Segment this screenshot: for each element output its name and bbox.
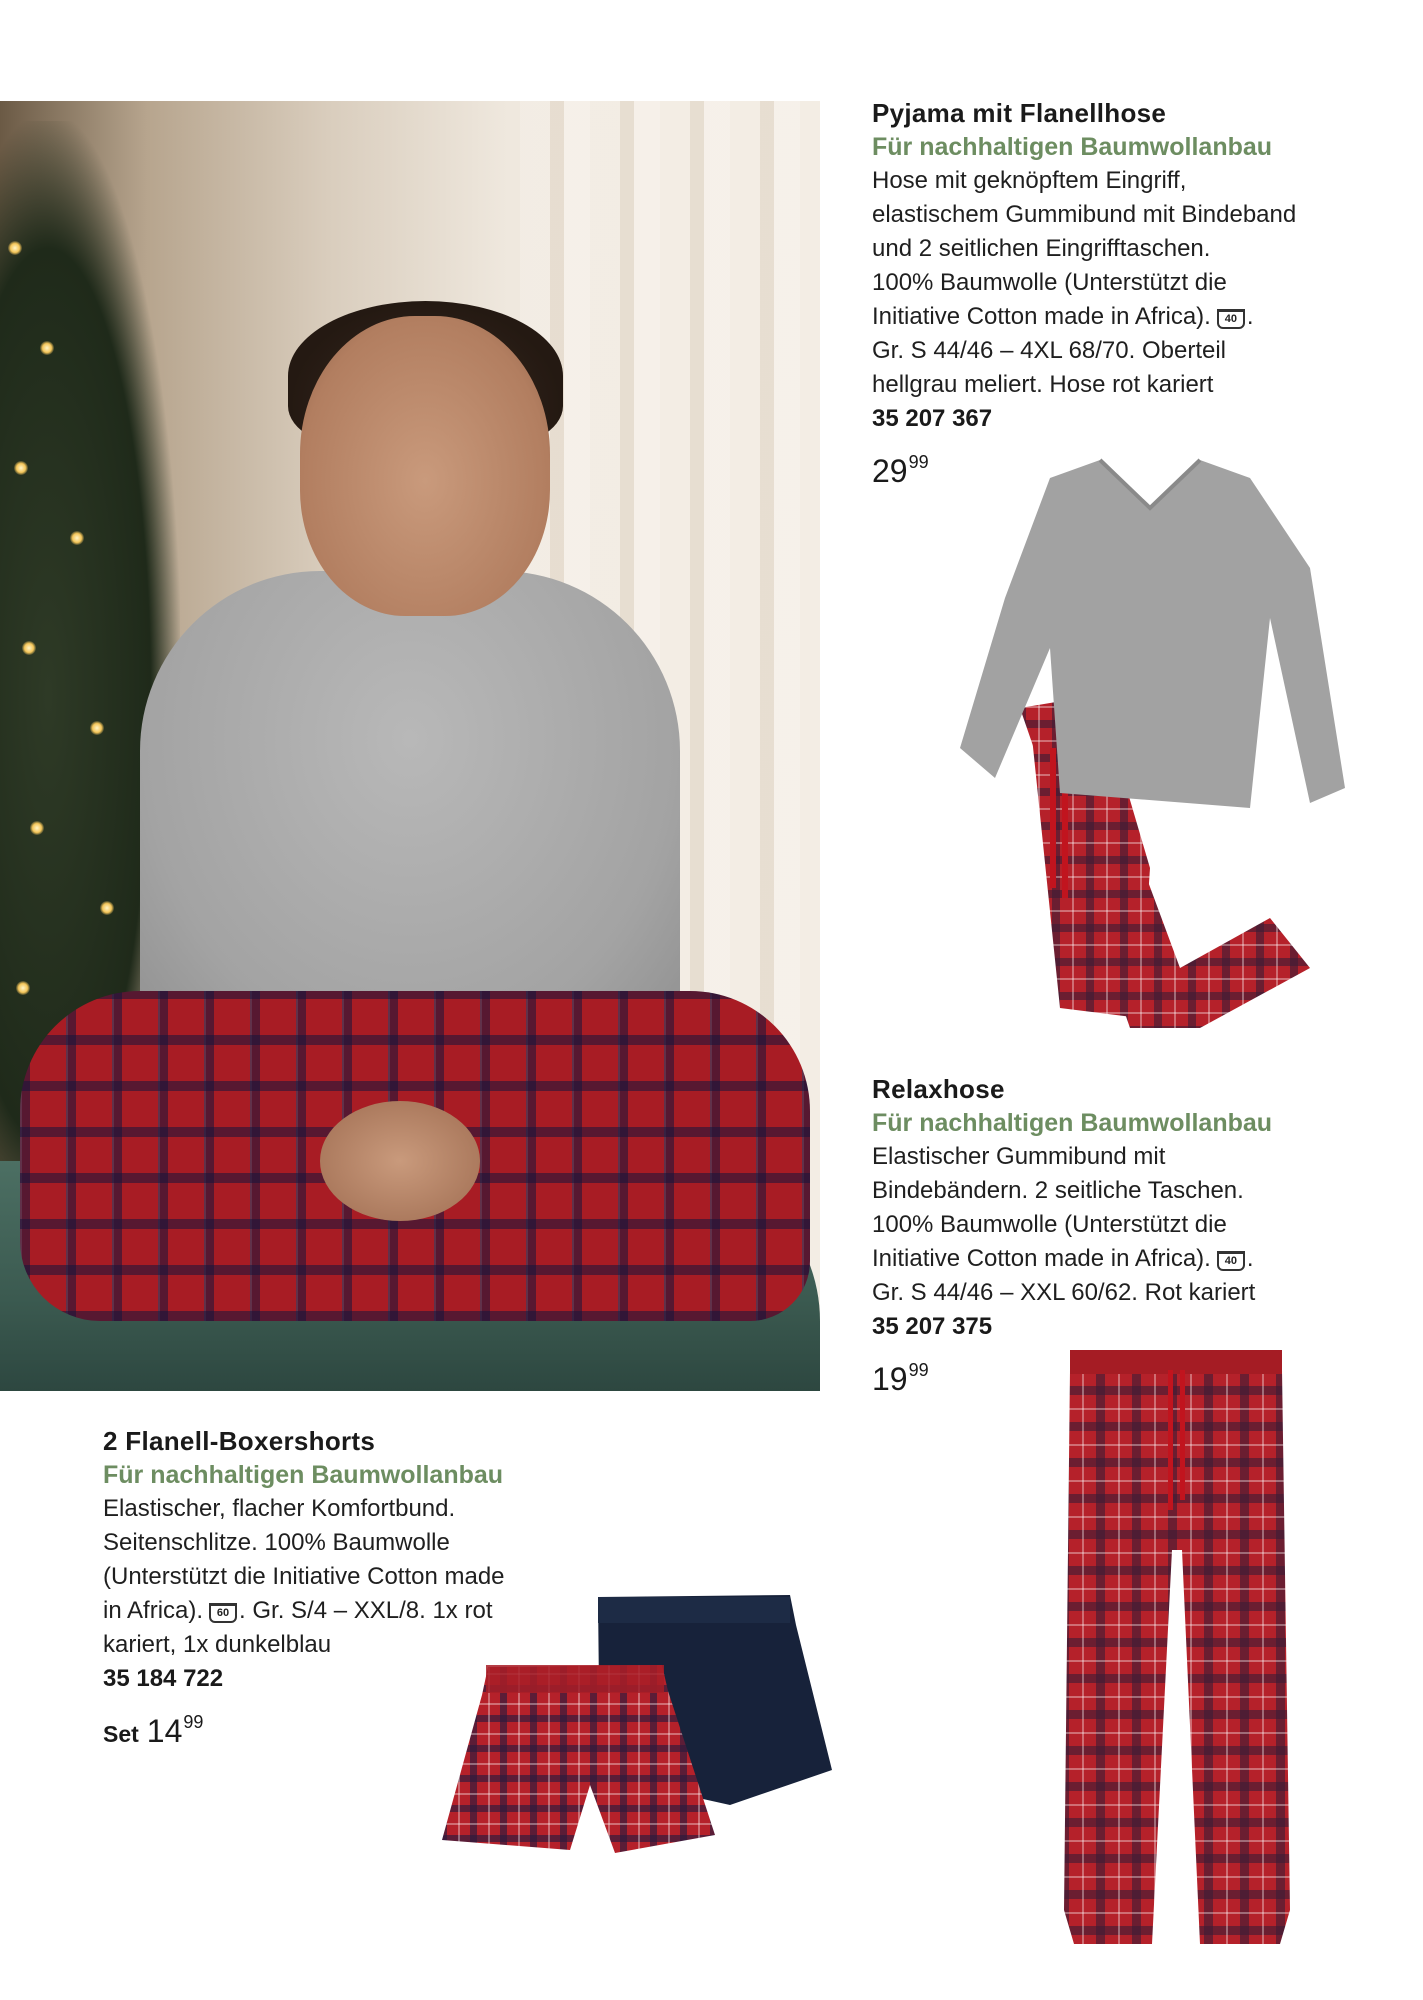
article-number: 35 184 722	[103, 1665, 224, 1692]
tree-light	[30, 821, 44, 835]
desc-line: und 2 seitlichen Eingrifftaschen.	[872, 235, 1211, 262]
product-subtitle: Für nachhaltigen Baumwollanbau	[103, 1461, 504, 1489]
product-subtitle: Für nachhaltigen Baumwollanbau	[872, 1109, 1273, 1137]
tree-light	[40, 341, 54, 355]
boxershorts-product-image	[440, 1595, 840, 1895]
product-pyjama	[872, 96, 1392, 491]
product-subtitle: Für nachhaltigen Baumwollanbau	[872, 133, 1273, 161]
desc-line: Elastischer Gummibund mit	[872, 1143, 1166, 1170]
grey-shirt	[140, 571, 680, 1051]
tree-light	[22, 641, 36, 655]
price: $19^{99}$	[872, 1360, 929, 1397]
tree-light	[16, 981, 30, 995]
desc-line: kariert, 1x dunkelblau	[103, 1631, 332, 1658]
tree-light	[14, 461, 28, 475]
tree-light	[100, 901, 114, 915]
clasped-hands	[320, 1101, 480, 1221]
desc-line: Seitenschlitze. 100% Baumwolle	[103, 1529, 450, 1556]
wash-60-icon: 60	[209, 1603, 237, 1623]
desc-line: Bindebändern. 2 seitliche Taschen.	[872, 1177, 1244, 1204]
desc-line: Elastischer, flacher Komfortbund.	[103, 1495, 456, 1522]
desc-line: Gr. S 44/46 – XXL 60/62. Rot kariert	[872, 1279, 1256, 1306]
desc-line: elastischem Gummibund mit Bindeband	[872, 201, 1297, 228]
desc-line: hellgrau meliert. Hose rot kariert	[872, 371, 1214, 398]
desc-line: (Unterstützt die Initiative Cotton made	[103, 1563, 505, 1590]
desc-line-with-wash: in Africa). 60 . Gr. S/4 – XXL/8. 1x rot	[103, 1597, 493, 1624]
desc-line: 100% Baumwolle (Unterstützt die	[872, 1211, 1227, 1238]
article-number: 35 207 375	[872, 1313, 993, 1340]
wash-40-icon: 40	[1217, 309, 1245, 329]
desc-line: 100% Baumwolle (Unterstützt die	[872, 269, 1227, 296]
pyjama-product-image	[950, 448, 1350, 1028]
price: $29^{99}$	[872, 452, 929, 489]
product-title: 2 Flanell-Boxershorts	[103, 1426, 376, 1456]
desc-line: Gr. S 44/46 – 4XL 68/70. Oberteil	[872, 337, 1226, 364]
price: Set $14^{99}$	[103, 1712, 204, 1749]
model-face	[300, 316, 550, 616]
product-title: Pyjama mit Flanellhose	[872, 98, 1167, 128]
tree-light	[90, 721, 104, 735]
product-description	[872, 1140, 1392, 1310]
hero-photo	[0, 101, 820, 1391]
tree-light	[8, 241, 22, 255]
relaxhose-product-image	[1060, 1350, 1300, 1950]
desc-line: Hose mit geknöpftem Eingriff,	[872, 167, 1187, 194]
desc-line-with-wash: Initiative Cotton made in Africa). 40 .	[872, 1245, 1254, 1272]
desc-line-with-wash: Initiative Cotton made in Africa). 40 .	[872, 303, 1254, 330]
wash-40-icon: 40	[1217, 1251, 1245, 1271]
product-description	[872, 164, 1392, 402]
product-title: Relaxhose	[872, 1074, 1005, 1104]
article-number: 35 207 367	[872, 405, 993, 432]
tree-light	[70, 531, 84, 545]
